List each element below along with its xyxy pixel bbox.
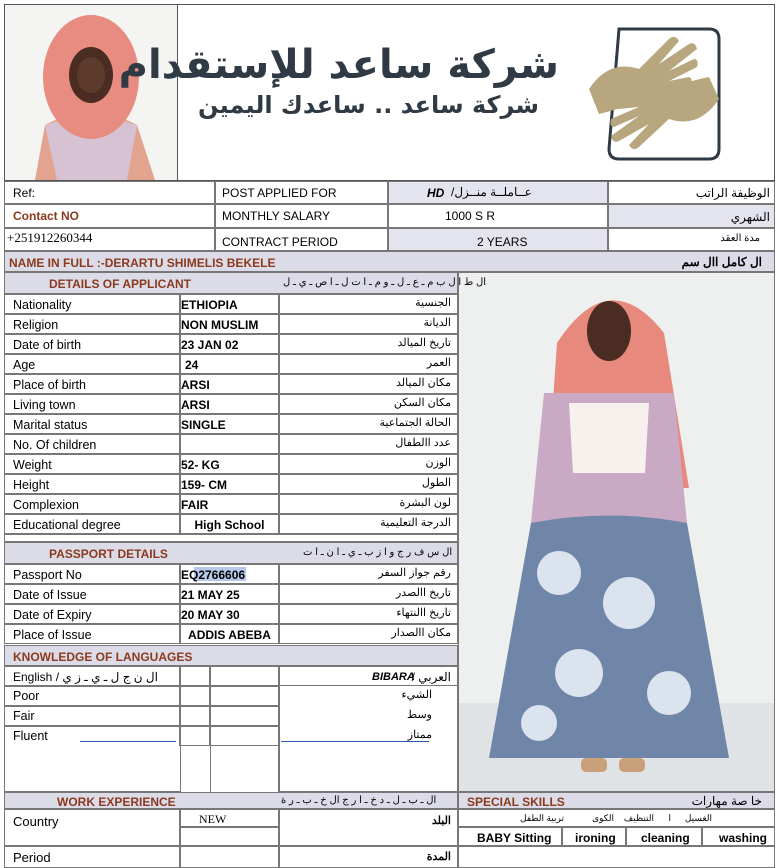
row-label-cell bbox=[4, 394, 180, 414]
row-value: FAIR bbox=[181, 498, 209, 512]
row-ar-label: الديانة bbox=[423, 317, 451, 329]
lang-col-right-extension bbox=[279, 686, 458, 792]
applicant-spacer bbox=[4, 534, 458, 542]
row-ar-label: الحالة الجتماعية bbox=[379, 417, 451, 429]
row-label-cell bbox=[4, 314, 180, 334]
lang-row-col1 bbox=[180, 686, 210, 706]
work-period-label: Period bbox=[13, 850, 51, 865]
skill-ar-sep: ا bbox=[668, 813, 671, 823]
work-period-ar: المدة bbox=[426, 851, 451, 863]
work-period-value-cell bbox=[180, 846, 279, 868]
skill-cleaning-cell bbox=[626, 827, 702, 846]
row-ar-cell bbox=[279, 334, 458, 354]
row-label: Nationality bbox=[13, 298, 72, 312]
row-label: Living town bbox=[13, 398, 76, 412]
row-label-cell bbox=[4, 334, 180, 354]
row-ar-cell bbox=[279, 474, 458, 494]
row-label: Educational degree bbox=[13, 518, 121, 532]
lang-row-label: Fluent bbox=[13, 729, 48, 743]
work-country-ar: البلد bbox=[431, 815, 451, 827]
salary-label-cell bbox=[215, 204, 388, 228]
row-label: Date of Expiry bbox=[13, 608, 92, 622]
row-value: ARSI bbox=[181, 378, 210, 392]
row-label-cell bbox=[4, 474, 180, 494]
row-value-cell bbox=[180, 624, 279, 644]
row-value-cell bbox=[180, 454, 279, 474]
skills-ar-row bbox=[458, 809, 775, 827]
post-label: POST APPLIED FOR bbox=[222, 186, 337, 200]
skills-section-header bbox=[458, 792, 775, 809]
work-country-value-cell bbox=[180, 809, 279, 827]
row-label-cell bbox=[4, 514, 180, 534]
row-label-cell bbox=[4, 564, 180, 584]
row-value-cell bbox=[180, 354, 279, 374]
row-value: ETHIOPIA bbox=[181, 298, 238, 312]
passport-section-title-ar: ال س ف ر ج و ا ز ب ـ ي ـ ا ن ـ ا ت bbox=[303, 547, 453, 558]
row-ar-cell bbox=[279, 514, 458, 534]
row-label-cell bbox=[4, 374, 180, 394]
row-label-cell bbox=[4, 584, 180, 604]
lang-row-label-cell bbox=[4, 726, 180, 746]
passport-section-header bbox=[4, 542, 458, 564]
lang-arabic-cell bbox=[279, 666, 458, 686]
fluent-underline-right bbox=[281, 741, 429, 742]
lang-row-label-cell bbox=[4, 686, 180, 706]
skill-cleaning: cleaning bbox=[641, 831, 690, 845]
row-label-cell bbox=[4, 294, 180, 314]
row-label: Date of birth bbox=[13, 338, 82, 352]
row-value: 159- CM bbox=[181, 478, 228, 492]
row-ar-label: رقم جواز السفر bbox=[378, 567, 451, 579]
skill-washing-cell bbox=[702, 827, 775, 846]
lang-col-mid-extension bbox=[180, 746, 279, 792]
row-ar-label: الوزن bbox=[425, 457, 451, 469]
work-country-ar-cell bbox=[279, 809, 458, 846]
row-value: SINGLE bbox=[181, 418, 226, 432]
row-ar-label: تاريخ االصدر bbox=[395, 587, 451, 599]
row-label: Place of birth bbox=[13, 378, 86, 392]
row-label-cell bbox=[4, 604, 180, 624]
header-logo-area bbox=[118, 5, 774, 180]
row-ar-cell bbox=[279, 354, 458, 374]
row-value: 20 MAY 30 bbox=[181, 608, 240, 622]
row-label: Weight bbox=[13, 458, 52, 472]
row-ar-label: مكان الميالد bbox=[395, 377, 451, 389]
work-country-empty bbox=[180, 827, 279, 846]
applicant-section-header bbox=[4, 272, 487, 294]
row-ar-cell bbox=[279, 624, 458, 644]
lang-col-2 bbox=[210, 666, 279, 686]
row-value: 23 JAN 02 bbox=[181, 338, 239, 352]
row-label: Marital status bbox=[13, 418, 88, 432]
row-value: High School bbox=[194, 518, 265, 532]
lang-english-cell bbox=[4, 666, 180, 686]
post-ar-label: الوظيفة الراتب bbox=[695, 186, 770, 200]
contract-ar-label: مدة العقد bbox=[720, 233, 760, 244]
work-section-header bbox=[4, 792, 458, 809]
lang-arabic-en: BIBARA bbox=[372, 671, 415, 683]
lang-row-col1 bbox=[180, 726, 210, 746]
work-section-title: WORK EXPERIENCE bbox=[57, 795, 176, 809]
ref-cell bbox=[4, 181, 215, 204]
row-value-cell bbox=[180, 584, 279, 604]
applicant-section-title: DETAILS OF APPLICANT bbox=[49, 277, 191, 291]
row-ar-cell bbox=[279, 604, 458, 624]
salary-ar-cell bbox=[608, 204, 775, 228]
row-value-cell bbox=[180, 494, 279, 514]
passport-section-title: PASSPORT DETAILS bbox=[49, 547, 168, 561]
row-ar-cell bbox=[279, 494, 458, 514]
lang-arabic-ar: العربي / bbox=[411, 670, 451, 684]
full-name-label: NAME IN FULL :-DERARTU SHIMELIS BEKELE bbox=[9, 256, 276, 270]
contact-value-cell bbox=[4, 228, 215, 251]
row-label: Religion bbox=[13, 318, 59, 332]
lang-row-col2 bbox=[210, 686, 279, 706]
post-label-cell bbox=[215, 181, 388, 204]
row-ar-label: الجنسية bbox=[415, 297, 451, 309]
contract-value-cell bbox=[388, 228, 608, 251]
row-label-cell bbox=[4, 354, 180, 374]
row-label-cell bbox=[4, 624, 180, 644]
ref-label: Ref: bbox=[13, 186, 36, 200]
row-value: ADDIS ABEBA bbox=[188, 628, 271, 642]
skill-ar-washing: الغسيل bbox=[684, 813, 712, 823]
work-country-value: NEW bbox=[199, 812, 227, 826]
row-ar-cell bbox=[279, 374, 458, 394]
row-value: EQ2766606 bbox=[181, 568, 246, 582]
row-label-cell bbox=[4, 414, 180, 434]
row-value-cell bbox=[180, 604, 279, 624]
lang-row-ar: الشيء bbox=[401, 689, 432, 701]
row-ar-label: مكان االصدار bbox=[391, 627, 451, 639]
row-ar-label: تاريخ الميالد bbox=[397, 337, 451, 349]
contract-value: 2 YEARS bbox=[477, 235, 528, 249]
row-value-cell bbox=[180, 514, 279, 534]
lang-row-col2 bbox=[210, 726, 279, 746]
row-value-cell bbox=[180, 434, 279, 454]
row-ar-label: مكان السكن bbox=[393, 397, 451, 409]
applicant-section-title-ar: ال ط ا ل ب م ـ ع ـ ل ـ و م ـ ا ت ل ـ ا ص ـ ي ـ ل bbox=[283, 277, 487, 288]
row-ar-label: تاريخ االنتهاء bbox=[396, 607, 451, 619]
skill-babysitting-cell bbox=[458, 827, 562, 846]
contract-label: CONTRACT PERIOD bbox=[222, 235, 338, 249]
lang-col-mid-inner bbox=[210, 746, 211, 792]
salary-value: 1000 S R bbox=[445, 209, 496, 223]
row-ar-label: لون البشرة bbox=[399, 497, 451, 509]
row-value: 21 MAY 25 bbox=[181, 588, 240, 602]
skills-section-title-ar: خا صة مهارات bbox=[691, 794, 762, 808]
skills-empty-row bbox=[458, 846, 775, 868]
post-value-cell bbox=[388, 181, 608, 204]
row-ar-cell bbox=[279, 584, 458, 604]
contact-cell bbox=[4, 204, 215, 228]
row-ar-cell bbox=[279, 564, 458, 584]
row-ar-cell bbox=[279, 414, 458, 434]
row-label: Passport No bbox=[13, 568, 82, 582]
lang-row-ar: وسط bbox=[407, 709, 432, 721]
row-label: Date of Issue bbox=[13, 588, 87, 602]
row-value: 52- KG bbox=[181, 458, 220, 472]
hands-logo-icon bbox=[579, 19, 729, 164]
row-ar-label: عدد االطفال bbox=[395, 437, 451, 449]
row-value: NON MUSLIM bbox=[181, 318, 259, 332]
row-value: ARSI bbox=[181, 398, 210, 412]
languages-section-header bbox=[4, 645, 458, 666]
work-period-ar-cell bbox=[279, 846, 458, 868]
company-name-arabic: شركة ساعد للإستقدام bbox=[118, 42, 559, 88]
skill-ar-ironing: الكوى bbox=[592, 813, 614, 823]
post-value-ar: عــاملــة منــزل/ bbox=[451, 185, 532, 199]
row-value: 24 bbox=[185, 358, 199, 372]
skill-ar-babysitting: تربية الطفل bbox=[519, 813, 564, 823]
work-country-label-cell bbox=[4, 809, 180, 846]
work-section-title-ar: ال ـ ب ـ ل ـ د خ ـ ا ر ج ال خ ـ ب ـ ر ة bbox=[281, 795, 437, 806]
company-tagline-arabic: شركة ساعد .. ساعدك اليمين bbox=[198, 91, 539, 119]
row-label: Age bbox=[13, 358, 36, 372]
row-value-cell bbox=[180, 394, 279, 414]
fluent-underline-left bbox=[80, 741, 176, 742]
lang-row-label-cell bbox=[4, 706, 180, 726]
row-label: No. Of children bbox=[13, 438, 97, 452]
contract-ar-cell bbox=[608, 228, 775, 251]
salary-label: MONTHLY SALARY bbox=[222, 209, 331, 223]
row-value-cell bbox=[180, 414, 279, 434]
row-label: Place of Issue bbox=[13, 628, 92, 642]
lang-row-col2 bbox=[210, 706, 279, 726]
full-body-illustration bbox=[459, 273, 774, 791]
row-label-cell bbox=[4, 454, 180, 474]
lang-row-ar: ممتاز bbox=[407, 729, 432, 741]
lang-english-label: English / ال ن ج ل ـ ي ـ ز ي bbox=[13, 670, 158, 684]
name-row bbox=[4, 251, 775, 272]
languages-section-title: KNOWLEDGE OF LANGUAGES bbox=[13, 650, 193, 664]
row-label-cell bbox=[4, 434, 180, 454]
row-ar-cell bbox=[279, 454, 458, 474]
portrait-illustration bbox=[5, 5, 177, 180]
post-value-en: HD bbox=[427, 186, 445, 200]
lang-row-col1 bbox=[180, 706, 210, 726]
row-ar-label: الطول bbox=[421, 477, 451, 489]
photo-divider bbox=[177, 4, 178, 181]
row-ar-cell bbox=[279, 394, 458, 414]
skill-ironing: ironing bbox=[575, 831, 616, 845]
row-label-cell bbox=[4, 494, 180, 514]
lang-col-1 bbox=[180, 666, 210, 686]
work-period-label-cell bbox=[4, 846, 180, 868]
lang-row-label: Fair bbox=[13, 709, 35, 723]
contact-value: +251912260344 bbox=[7, 230, 93, 245]
contract-label-cell bbox=[215, 228, 388, 251]
salary-ar-label: الشهري bbox=[730, 210, 770, 224]
row-label: Height bbox=[13, 478, 50, 492]
post-ar-cell bbox=[608, 181, 775, 204]
row-value-cell bbox=[180, 294, 279, 314]
row-value-cell bbox=[180, 474, 279, 494]
skill-ar-cleaning: التنظيف bbox=[623, 813, 654, 823]
skills-section-title: SPECIAL SKILLS bbox=[467, 795, 565, 809]
skill-ironing-cell bbox=[562, 827, 626, 846]
row-value-cell bbox=[180, 334, 279, 354]
work-country-label: Country bbox=[13, 814, 59, 829]
full-name-ar-label: ال كامل اال سم bbox=[681, 255, 762, 269]
lang-row-label: Poor bbox=[13, 689, 40, 703]
full-body-photo bbox=[458, 272, 775, 792]
portrait-photo bbox=[5, 5, 177, 180]
skill-washing: washing bbox=[719, 831, 768, 845]
contact-label: Contact NO bbox=[13, 209, 79, 223]
row-ar-cell bbox=[279, 314, 458, 334]
row-ar-label: الدرجة التعليمية bbox=[380, 517, 451, 529]
row-label: Complexion bbox=[13, 498, 80, 512]
row-ar-label: العمر bbox=[426, 357, 451, 369]
salary-value-cell bbox=[388, 204, 608, 228]
lang-left-extension bbox=[4, 746, 180, 792]
row-value-cell bbox=[180, 314, 279, 334]
row-ar-cell bbox=[279, 294, 458, 314]
row-value-cell bbox=[180, 374, 279, 394]
row-ar-cell bbox=[279, 434, 458, 454]
skill-babysitting: BABY Sitting bbox=[477, 831, 552, 845]
